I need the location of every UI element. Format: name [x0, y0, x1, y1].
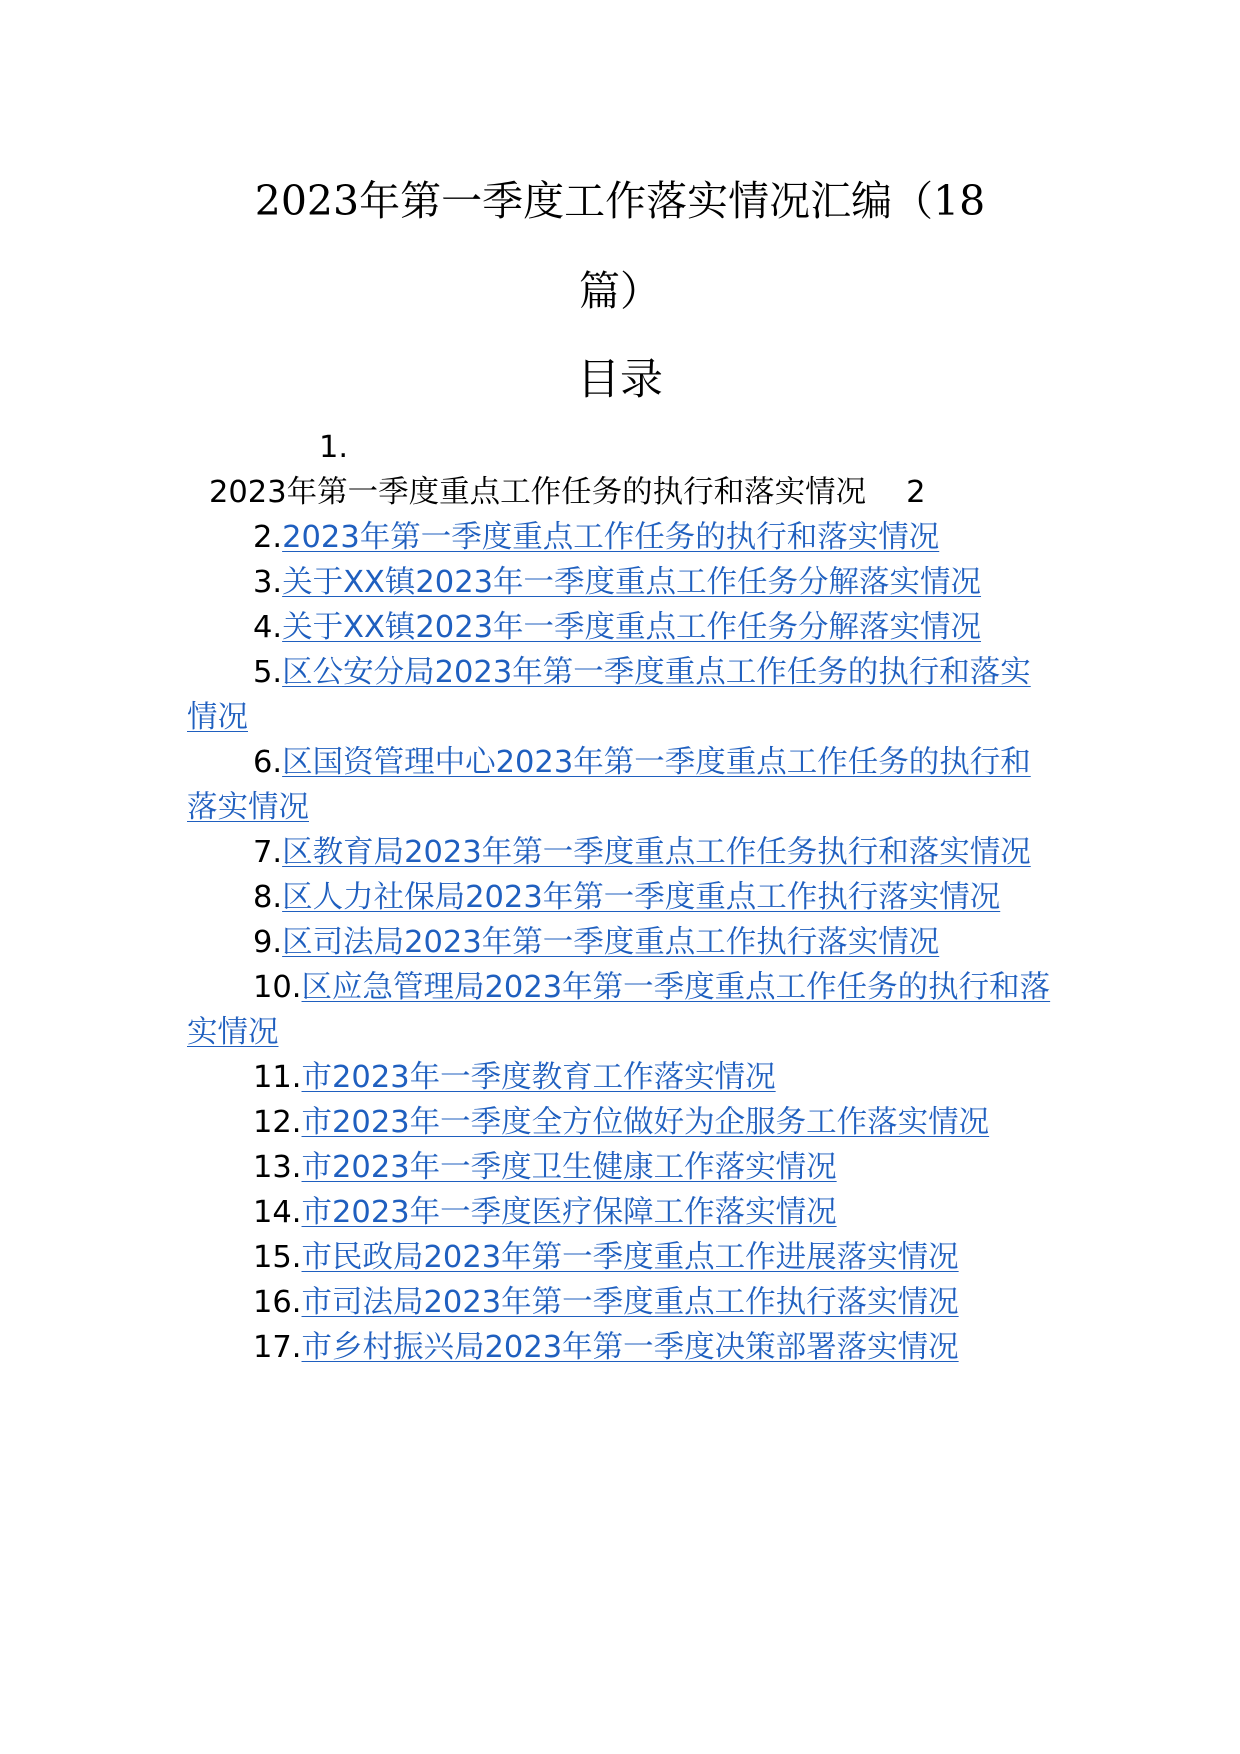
toc-item-number: 12. [253, 1105, 302, 1140]
toc-item-number: 16. [253, 1285, 302, 1320]
toc-item[interactable] [187, 740, 1055, 830]
toc-item-link[interactable]: 区司法局2023年第一季度重点工作执行落实情况 [282, 925, 940, 960]
toc-item[interactable] [187, 875, 1055, 920]
toc-item[interactable] [187, 965, 1055, 1055]
toc-item-number: 6. [253, 745, 283, 780]
table-of-contents [187, 425, 1055, 1370]
toc-item-entry[interactable] [187, 470, 1055, 515]
toc-item-number: 3. [253, 565, 283, 600]
toc-item-number: 10. [253, 970, 302, 1005]
toc-item[interactable] [187, 560, 1055, 605]
toc-item-number: 17. [253, 1330, 302, 1365]
toc-item-link[interactable]: 区国资管理中心2023年第一季度重点工作任务的执行和落实情况 [187, 745, 1031, 825]
toc-item-link[interactable]: 市2023年一季度医疗保障工作落实情况 [301, 1195, 837, 1230]
toc-item-link[interactable]: 市2023年一季度教育工作落实情况 [301, 1060, 776, 1095]
toc-item[interactable] [187, 1325, 1055, 1370]
toc-item-link[interactable]: 关于XX镇2023年一季度重点工作任务分解落实情况 [282, 610, 982, 645]
toc-heading: 目录 [577, 355, 663, 405]
toc-item-title[interactable]: 2023年第一季度重点工作任务的执行和落实情况 [209, 475, 867, 510]
toc-item-number: 2. [253, 520, 283, 555]
toc-item-link[interactable]: 市乡村振兴局2023年第一季度决策部署落实情况 [301, 1330, 959, 1365]
toc-item-number: 7. [253, 835, 283, 870]
document-title-line2: 篇） [579, 267, 661, 315]
toc-item-link[interactable]: 市2023年一季度全方位做好为企服务工作落实情况 [301, 1105, 990, 1140]
toc-item[interactable] [187, 425, 1055, 515]
toc-item[interactable] [187, 605, 1055, 650]
toc-item-link[interactable]: 市民政局2023年第一季度重点工作进展落实情况 [301, 1240, 959, 1275]
toc-item-number: 1. [319, 430, 349, 465]
toc-item-link[interactable]: 市2023年一季度卫生健康工作落实情况 [301, 1150, 837, 1185]
toc-item-link[interactable]: 区公安分局2023年第一季度重点工作任务的执行和落实情况 [187, 655, 1031, 735]
toc-item-link[interactable]: 区人力社保局2023年第一季度重点工作执行落实情况 [282, 880, 1001, 915]
toc-item-page-number: 2 [906, 475, 926, 510]
toc-item-number: 13. [253, 1150, 302, 1185]
toc-item[interactable] [187, 1235, 1055, 1280]
toc-item[interactable] [187, 650, 1055, 740]
toc-item-number: 5. [253, 655, 283, 690]
toc-item[interactable] [187, 1055, 1055, 1100]
toc-item[interactable] [187, 920, 1055, 965]
title-year: 2023 [254, 177, 360, 225]
toc-item-number: 8. [253, 880, 283, 915]
toc-item[interactable] [187, 830, 1055, 875]
toc-item-number: 11. [253, 1060, 302, 1095]
document-title-line1 [190, 155, 1050, 247]
toc-item-number: 4. [253, 610, 283, 645]
toc-item-link[interactable]: 2023年第一季度重点工作任务的执行和落实情况 [282, 520, 940, 555]
title-count: 18 [933, 177, 986, 225]
title-main: 年第一季度工作落实情况汇编（ [359, 177, 934, 225]
toc-item-number: 9. [253, 925, 283, 960]
toc-item-number: 15. [253, 1240, 302, 1275]
toc-item-link[interactable]: 区应急管理局2023年第一季度重点工作任务的执行和落实情况 [187, 970, 1051, 1050]
toc-item[interactable] [187, 515, 1055, 560]
toc-item[interactable] [187, 1100, 1055, 1145]
toc-item-number: 14. [253, 1195, 302, 1230]
toc-item-link[interactable]: 区教育局2023年第一季度重点工作任务执行和落实情况 [282, 835, 1031, 870]
toc-item[interactable] [187, 1190, 1055, 1235]
toc-item-link[interactable]: 市司法局2023年第一季度重点工作执行落实情况 [301, 1285, 959, 1320]
toc-item[interactable] [187, 1280, 1055, 1325]
toc-item-link[interactable]: 关于XX镇2023年一季度重点工作任务分解落实情况 [282, 565, 982, 600]
toc-item[interactable] [187, 1145, 1055, 1190]
